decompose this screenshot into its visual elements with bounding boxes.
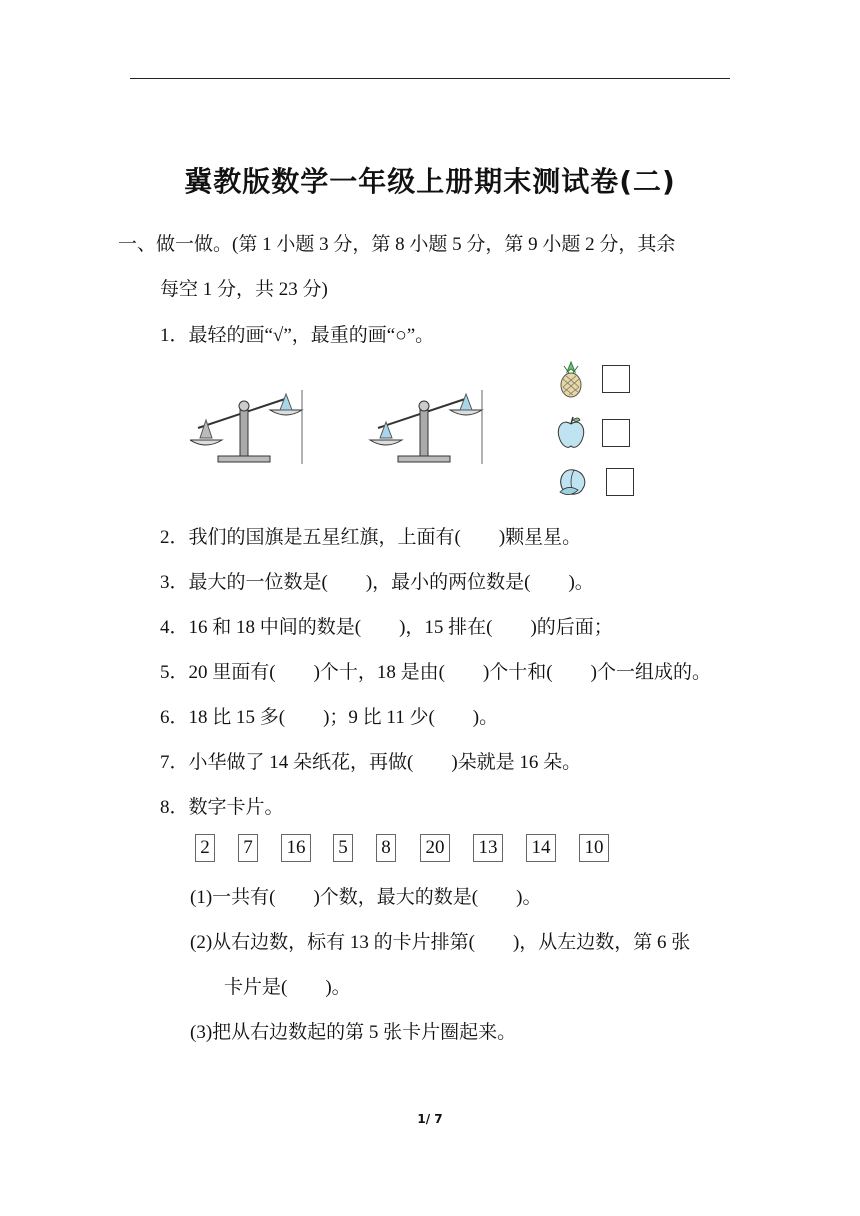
- pineapple-icon: [556, 360, 586, 398]
- section-heading-line1: 一、做一做。(第 1 小题 3 分，第 8 小题 5 分，第 9 小题 2 分，其余: [118, 234, 676, 255]
- number-card[interactable]: 7: [238, 834, 258, 862]
- question-5: 5．20 里面有( )个十，18 是由( )个十和( )个一组成的。: [160, 662, 711, 683]
- number-card[interactable]: 10: [579, 834, 609, 862]
- fruit-row-pineapple: [556, 360, 630, 398]
- question-7: 7．小华做了 14 朵纸花，再做( )朵就是 16 朵。: [160, 752, 582, 773]
- number-card[interactable]: 8: [376, 834, 396, 862]
- question-6: 6．18 比 15 多( )；9 比 11 少( )。: [160, 707, 499, 728]
- fruit-row-apple: [556, 416, 630, 450]
- peach-icon: [556, 466, 590, 498]
- apple-icon: [556, 416, 586, 450]
- question-2: 2．我们的国旗是五星红旗，上面有( )颗星星。: [160, 527, 582, 548]
- question-1: 1．最轻的画“√”，最重的画“○”。: [160, 325, 435, 346]
- question-4: 4．16 和 18 中间的数是( )，15 排在( )的后面；: [160, 617, 613, 638]
- number-card[interactable]: 5: [333, 834, 353, 862]
- number-card[interactable]: 13: [473, 834, 503, 862]
- question-8-2-line2: 卡片是( )。: [224, 977, 351, 998]
- question-3: 3．最大的一位数是( )，最小的两位数是( )。: [160, 572, 594, 593]
- answer-box-peach[interactable]: [606, 468, 634, 496]
- answer-box-pineapple[interactable]: [602, 365, 630, 393]
- question-8: 8．数字卡片。: [160, 797, 284, 818]
- section-heading-line2: 每空 1 分，共 23 分): [160, 279, 328, 300]
- balance-scale-icon: [370, 390, 482, 464]
- number-card[interactable]: 16: [281, 834, 311, 862]
- page-title: 冀教版数学一年级上册期末测试卷(二): [184, 165, 676, 198]
- number-card[interactable]: 2: [195, 834, 215, 862]
- question-8-3: (3)把从右边数起的第 5 张卡片圈起来。: [190, 1022, 517, 1043]
- answer-box-apple[interactable]: [602, 419, 630, 447]
- balance-scale-icon: [190, 390, 302, 464]
- question-8-2-line1: (2)从右边数，标有 13 的卡片排第( )，从左边数，第 6 张: [190, 932, 691, 953]
- fruit-row-peach: [556, 466, 634, 498]
- header-rule: [130, 78, 730, 79]
- page-number: 1/ 7: [417, 1112, 443, 1126]
- balance-scales-illustration: [190, 388, 520, 468]
- number-card[interactable]: 20: [420, 834, 450, 862]
- number-card[interactable]: 14: [526, 834, 556, 862]
- question-8-1: (1)一共有( )个数，最大的数是( )。: [190, 887, 542, 908]
